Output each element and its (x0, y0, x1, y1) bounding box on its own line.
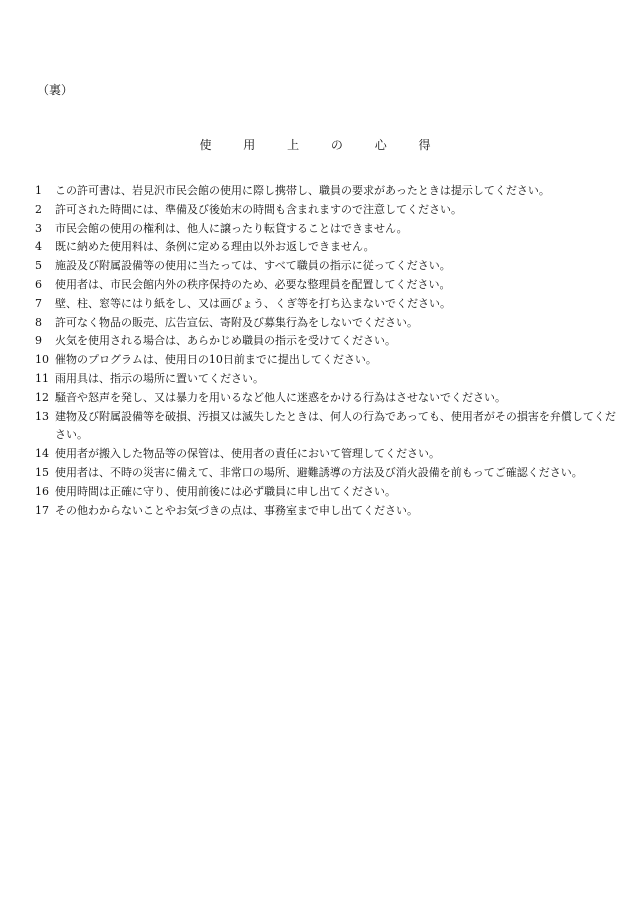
rule-item (35, 408, 620, 446)
rule-item (35, 314, 620, 333)
rule-item (35, 332, 620, 351)
rule-text: 壁、柱、窓等にはり紙をし、又は画びょう、くぎ等を打ち込まないでください。 (55, 296, 451, 310)
rule-text: 雨用具は、指示の場所に置いてください。 (55, 371, 264, 385)
rule-number: 13 (35, 409, 49, 423)
rule-number: 11 (35, 371, 49, 385)
rule-number: 10 (35, 353, 49, 367)
rule-number: 1 (35, 184, 42, 197)
rule-number: 8 (35, 315, 42, 329)
rule-text: この許可書は、岩見沢市民会館の使用に際し携帯し、職員の要求があったときは提示してください。 (55, 184, 550, 197)
rule-number: 17 (35, 503, 49, 517)
rule-text: 市民会館の使用の権利は、他人に譲ったり転貸することはできません。 (55, 221, 408, 235)
rule-text: 使用時間は正確に守り、使用前後には必ず職員に申し出てください。 (55, 484, 396, 498)
rule-number: 9 (35, 334, 42, 348)
rule-text: 催物のプログラムは、使用日の10日前までに提出してください。 (55, 353, 377, 367)
rule-number: 4 (35, 240, 42, 254)
rule-text: 使用者は、不時の災害に備えて、非常口の場所、避難誘導の方法及び消火設備を前もってご確認ください。 (55, 465, 583, 479)
rule-text: 施設及び附属設備等の使用に当たっては、すべて職員の指示に従ってください。 (55, 259, 451, 273)
rule-item (35, 483, 620, 502)
rule-number: 14 (35, 447, 49, 461)
document-title: 使 用 上 の 心 得 (199, 138, 445, 152)
rule-text: 許可なく物品の販売、広告宣伝、寄附及び募集行為をしないでください。 (55, 315, 418, 329)
rule-item (35, 370, 620, 389)
rule-text: 使用者が搬入した物品等の保管は、使用者の責任において管理してください。 (55, 447, 440, 461)
rule-text: 火気を使用される場合は、あらかじめ職員の指示を受けてください。 (55, 334, 396, 348)
rule-item (35, 445, 620, 464)
rules-list (35, 182, 620, 520)
back-side-label: （裏） (37, 83, 74, 97)
rule-item (35, 351, 620, 370)
rule-number: 3 (35, 221, 42, 235)
rule-item (35, 220, 620, 239)
rule-item (35, 464, 620, 483)
rule-text: 許可された時間には、準備及び後始末の時間も含まれますので注意してください。 (55, 202, 462, 216)
rule-number: 16 (35, 484, 49, 498)
rule-number: 12 (35, 390, 49, 404)
rule-item (35, 201, 620, 220)
rule-item (35, 502, 620, 521)
rule-text: その他わからないことやお気づきの点は、事務室まで申し出てください。 (55, 503, 418, 517)
rule-item (35, 295, 620, 314)
rule-text: 既に納めた使用料は、条例に定める理由以外お返しできません。 (55, 240, 375, 254)
rule-item (35, 276, 620, 295)
rule-text: 建物及び附属設備等を破損、汚損又は滅失したときは、何人の行為であっても、使用者がその損害を弁償してください。 (55, 409, 616, 442)
rule-item (35, 182, 620, 201)
rule-number: 2 (35, 202, 42, 216)
rule-item (35, 257, 620, 276)
rule-item (35, 389, 620, 408)
rule-number: 6 (35, 277, 42, 291)
rule-text: 使用者は、市民会館内外の秩序保持のため、必要な整理員を配置してください。 (55, 277, 451, 291)
rule-number: 7 (35, 296, 42, 310)
rule-item (35, 238, 620, 257)
rule-number: 5 (35, 259, 42, 273)
rule-number: 15 (35, 465, 49, 479)
rule-text: 騒音や怒声を発し、又は暴力を用いるなど他人に迷惑をかける行為はさせないでください。 (55, 390, 506, 404)
